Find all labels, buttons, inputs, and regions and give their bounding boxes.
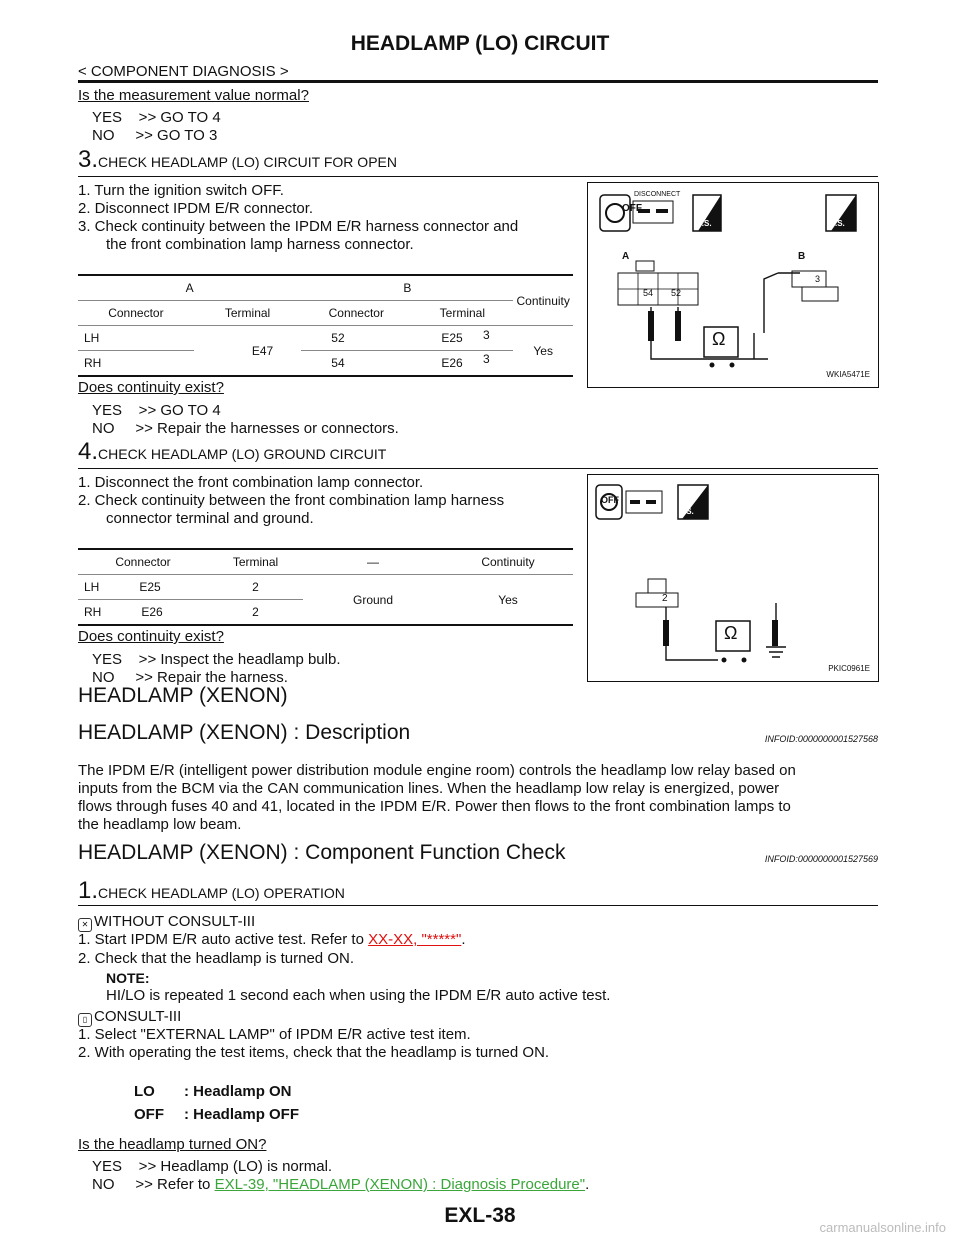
step-3-heading bbox=[78, 146, 397, 174]
cell-side: RH bbox=[78, 351, 194, 376]
note-text: HI/LO is repeated 1 second each when using the IPDM E/R auto active test. bbox=[106, 987, 611, 1004]
pin-label: 54 bbox=[643, 288, 654, 298]
pin-label: 52 bbox=[671, 288, 682, 298]
cell-connector-id: E26 bbox=[141, 605, 163, 619]
wiring-diagram bbox=[588, 475, 878, 681]
instruction: 3. Check continuity between the IPDM E/R harness connector and bbox=[78, 218, 519, 235]
cell-terminal: 54 bbox=[301, 351, 411, 376]
cell-side: LH bbox=[84, 580, 100, 594]
description-text bbox=[78, 762, 878, 834]
without-consult-label bbox=[78, 913, 255, 932]
question-continuity: Does continuity exist? bbox=[78, 628, 224, 645]
label-text: WITHOUT CONSULT-III bbox=[94, 913, 256, 930]
instruction: the front combination lamp harness connector. bbox=[106, 236, 414, 253]
pin-label: 3 bbox=[815, 274, 821, 284]
instruction: 2. Check continuity between the front combination lamp harness bbox=[78, 492, 505, 509]
col-terminal: Terminal bbox=[194, 301, 301, 326]
cell-terminal: 52 bbox=[301, 326, 411, 351]
figure-id: PKIC0961E bbox=[828, 664, 870, 673]
figure-ground-continuity bbox=[587, 474, 879, 682]
instruction: 2. With operating the test items, check that the headlamp is turned ON. bbox=[78, 1044, 550, 1061]
reference-link[interactable]: XX-XX, "*****" bbox=[368, 931, 462, 948]
question-measurement: Is the measurement value normal? bbox=[78, 87, 309, 104]
instruction: 1. Select "EXTERNAL LAMP" of IPDM E/R active test item. bbox=[78, 1026, 471, 1043]
function-check-heading: HEADLAMP (XENON) : Component Function Check bbox=[78, 841, 566, 864]
breadcrumb: < COMPONENT DIAGNOSIS > bbox=[78, 63, 289, 80]
pin-label: 2 bbox=[662, 593, 668, 604]
step-4-heading bbox=[78, 438, 386, 466]
off-icon: OFF bbox=[601, 495, 619, 505]
connector-b-label: B bbox=[798, 251, 806, 262]
answer-no: NO >> GO TO 3 bbox=[92, 127, 218, 144]
col-continuity: Continuity bbox=[481, 555, 535, 569]
col-connector: Connector bbox=[301, 301, 411, 326]
table-bottom-rule bbox=[78, 624, 573, 626]
info-id: INFOID:0000000001527568 bbox=[764, 734, 878, 744]
ohmmeter-icon: Ω bbox=[724, 623, 738, 643]
text-line: flows through fuses 40 and 41, located in the IPDM E/R. Power then flows to the front combination lamps to bbox=[78, 798, 791, 815]
header-rule bbox=[78, 80, 878, 83]
step-title: CHECK HEADLAMP (LO) GROUND CIRCUIT bbox=[98, 446, 387, 462]
answer-yes: YES >> Inspect the headlamp bulb. bbox=[92, 651, 341, 668]
instruction: 1. Turn the ignition switch OFF. bbox=[78, 182, 284, 199]
cell-connector-id: E25 bbox=[139, 580, 161, 594]
question-headlamp: Is the headlamp turned ON? bbox=[78, 1136, 267, 1153]
page-title: HEADLAMP (LO) CIRCUIT bbox=[350, 32, 610, 55]
answer-no: NO >> Repair the harnesses or connectors. bbox=[92, 420, 399, 437]
cell-side: LH bbox=[78, 326, 194, 351]
instruction: 1. Disconnect the front combination lamp connector. bbox=[78, 474, 424, 491]
cell-continuity: Yes bbox=[513, 326, 573, 376]
step-title: CHECK HEADLAMP (LO) CIRCUIT FOR OPEN bbox=[98, 154, 397, 170]
section-heading: HEADLAMP (XENON) bbox=[78, 684, 288, 707]
without-consult-icon: ✕ bbox=[78, 918, 92, 932]
step-rule bbox=[78, 176, 878, 177]
col-connector: Connector bbox=[78, 301, 194, 326]
step-number: 4. bbox=[78, 438, 99, 465]
cell-b-terminal: 3 bbox=[483, 328, 490, 342]
spec-label: LO bbox=[134, 1083, 155, 1100]
step-1-heading bbox=[78, 877, 345, 905]
cell-b-terminal: 3 bbox=[483, 352, 490, 366]
step-3-instructions bbox=[78, 182, 518, 254]
instruction bbox=[78, 931, 465, 949]
disconnect-label: DISCONNECT bbox=[634, 191, 681, 198]
text-line: The IPDM E/R (intelligent power distribution module engine room) controls the headlamp low relay based on bbox=[78, 762, 796, 779]
answer-yes: YES >> Headlamp (LO) is normal. bbox=[92, 1158, 333, 1175]
spec-label: OFF bbox=[134, 1106, 164, 1123]
instruction: 2. Disconnect IPDM E/R connector. bbox=[78, 200, 314, 217]
step-4-instructions bbox=[78, 474, 504, 528]
info-id: INFOID:0000000001527569 bbox=[764, 854, 878, 864]
cell-connector bbox=[78, 575, 208, 600]
instruction: 2. Check that the headlamp is turned ON. bbox=[78, 950, 354, 967]
ohmmeter-icon: Ω bbox=[712, 329, 726, 349]
page-number: EXL-38 bbox=[444, 1204, 516, 1227]
answer-text: . bbox=[585, 1176, 590, 1193]
label-text: CONSULT-III bbox=[94, 1008, 182, 1025]
cell-connector: E47 bbox=[194, 326, 301, 376]
off-icon: OFF bbox=[622, 203, 642, 214]
continuity-table-3 bbox=[78, 274, 573, 377]
col-b: B bbox=[403, 281, 412, 295]
question-continuity: Does continuity exist? bbox=[78, 379, 224, 396]
connector-a-label: A bbox=[622, 251, 630, 262]
step-number: 3. bbox=[78, 146, 99, 173]
cell-connector: E25 bbox=[411, 326, 513, 351]
cell-terminal: 2 bbox=[208, 575, 303, 600]
continuity-table-4 bbox=[78, 548, 573, 626]
spec-value: : Headlamp ON bbox=[184, 1083, 292, 1100]
cell-ground: Ground bbox=[303, 575, 443, 625]
col-continuity: Continuity bbox=[516, 293, 570, 308]
note-label: NOTE: bbox=[106, 970, 150, 986]
col-connector: Connector bbox=[115, 555, 171, 569]
figure-id: WKIA5471E bbox=[826, 370, 870, 379]
description-heading: HEADLAMP (XENON) : Description bbox=[78, 721, 411, 744]
watermark: carmanualsonline.info bbox=[819, 1220, 946, 1235]
reference-link[interactable]: EXL-39, "HEADLAMP (XENON) : Diagnosis Procedure" bbox=[214, 1176, 586, 1193]
table-bottom-rule bbox=[78, 375, 573, 377]
answer-no bbox=[92, 1176, 589, 1194]
answer-yes: YES >> GO TO 4 bbox=[92, 402, 221, 419]
hs-icon: H.S. bbox=[696, 219, 712, 228]
cell-terminal: 2 bbox=[208, 600, 303, 625]
step-number: 1. bbox=[78, 877, 99, 904]
cell-connector: E26 bbox=[411, 351, 513, 376]
spec-value: : Headlamp OFF bbox=[184, 1106, 300, 1123]
instruction-text: 1. Start IPDM E/R auto active test. Refer to bbox=[78, 931, 369, 948]
cell-connector bbox=[78, 600, 208, 625]
instruction: connector terminal and ground. bbox=[106, 510, 314, 527]
step-title: CHECK HEADLAMP (LO) OPERATION bbox=[98, 885, 345, 901]
ts-icon: T.S. bbox=[831, 219, 845, 228]
col-dash: — bbox=[367, 555, 379, 569]
step-rule bbox=[78, 905, 878, 906]
col-terminal: Terminal bbox=[411, 301, 513, 326]
text-line: inputs from the BCM via the CAN communication lines. When the headlamp low relay is energized, power bbox=[78, 780, 780, 797]
consult-label bbox=[78, 1008, 181, 1027]
answer-no: NO >> Repair the harness. bbox=[92, 669, 288, 686]
text-line: the headlamp low beam. bbox=[78, 816, 242, 833]
cell-side: RH bbox=[84, 605, 102, 619]
step-rule bbox=[78, 468, 878, 469]
answer-yes: YES >> GO TO 4 bbox=[92, 109, 221, 126]
col-terminal: Terminal bbox=[232, 555, 279, 569]
consult-icon: ▯ bbox=[78, 1013, 92, 1027]
answer-text: NO >> Refer to bbox=[92, 1176, 215, 1193]
instruction-text: . bbox=[461, 931, 466, 948]
col-a: A bbox=[185, 281, 194, 295]
figure-harness-continuity bbox=[587, 182, 879, 388]
cell-continuity: Yes bbox=[443, 575, 573, 625]
ts-icon: T.S. bbox=[680, 507, 694, 516]
